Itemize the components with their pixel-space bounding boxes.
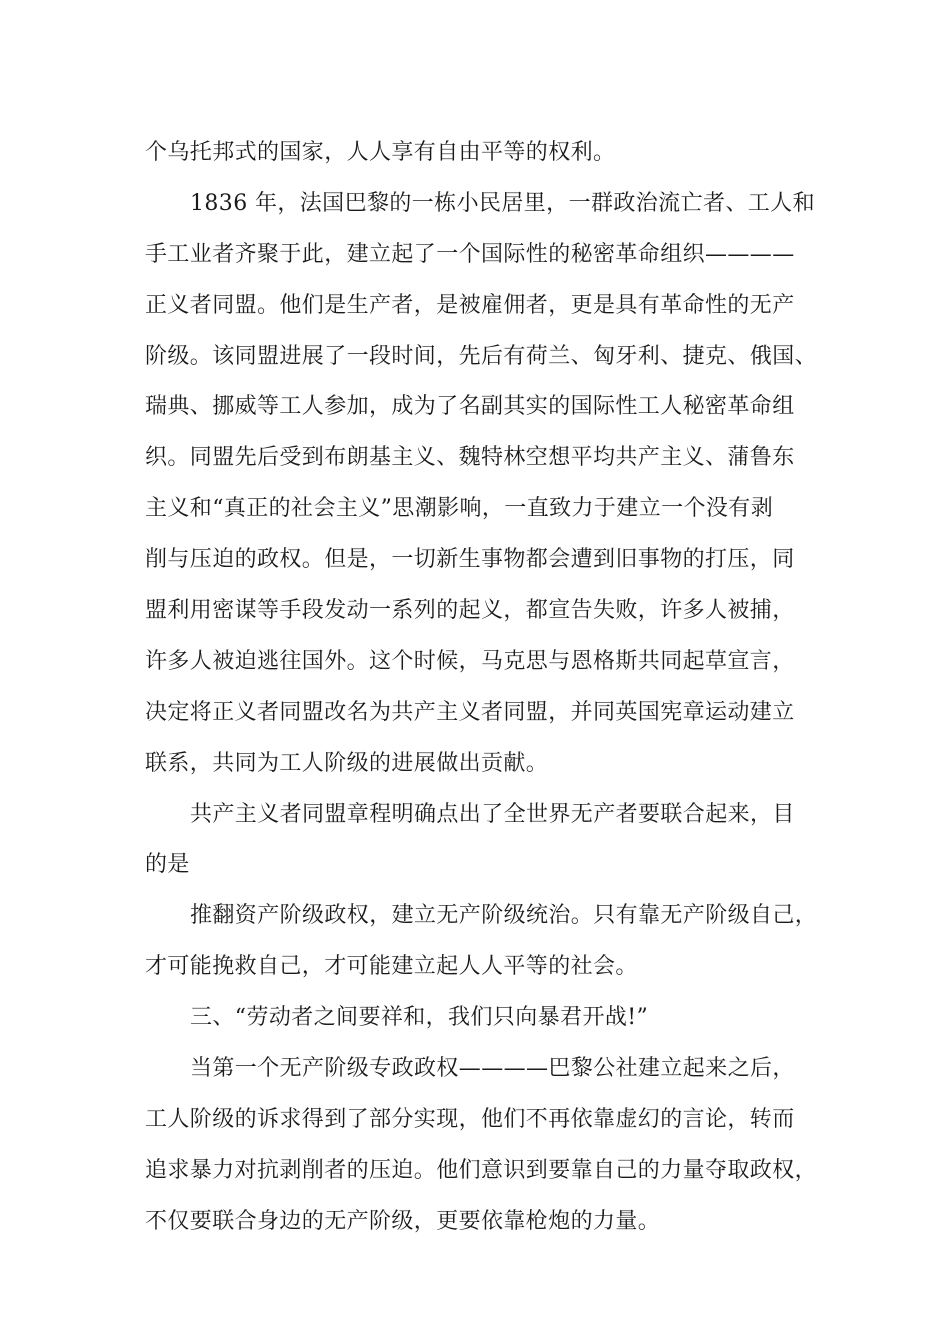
- text-line: 个乌托邦式的国家，人人享有自由平等的权利。: [145, 140, 616, 165]
- text-line: 盟利用密谋等手段发动一系列的起义，都宣告失败，许多人被捕，: [145, 598, 795, 624]
- text-line: 阶级。该同盟进展了一段时间，先后有荷兰、匈牙利、捷克、俄国、: [145, 343, 818, 369]
- text-line: 联系，共同为工人阶级的进展做出贡献。: [145, 750, 549, 776]
- text-line: 共产主义者同盟章程明确点出了全世界无产者要联合起来，目: [190, 801, 795, 827]
- text-line: 主义和“真正的社会主义”思潮影响，一直致力于建立一个没有剥: [145, 496, 774, 522]
- text-line: 不仅要联合身边的无产阶级，更要依靠枪炮的力量。: [145, 1208, 661, 1234]
- text-line: 正义者同盟。他们是生产者，是被雇佣者，更是具有革命性的无产: [145, 292, 795, 318]
- text-line: 1836 年，法国巴黎的一栋小民居里，一群政治流亡者、工人和: [190, 190, 815, 216]
- text-line: 手工业者齐聚于此，建立起了一个国际性的秘密革命组织————: [145, 241, 795, 267]
- text-line: 推翻资产阶级政权，建立无产阶级统治。只有靠无产阶级自己，: [190, 903, 818, 929]
- body-text: [145, 128, 825, 1248]
- text-line: 决定将正义者同盟改名为共产主义者同盟，并同英国宪章运动建立: [145, 699, 795, 725]
- text-line: 的是: [145, 852, 190, 878]
- text-line: 追求暴力对抗剥削者的压迫。他们意识到要靠自己的力量夺取政权，: [145, 1157, 818, 1183]
- text-line: 织。同盟先后受到布朗基主义、魏特林空想平均共产主义、蒲鲁东: [145, 445, 795, 471]
- text-line: 许多人被迫逃往国外。这个时候，马克思与恩格斯共同起草宣言，: [145, 648, 795, 674]
- section-heading: 三、“劳动者之间要祥和，我们只向暴君开战!”: [190, 1005, 649, 1031]
- text-line: 当第一个无产阶级专政政权————巴黎公社建立起来之后，: [190, 1056, 795, 1082]
- text-line: 削与压迫的政权。但是，一切新生事物都会遭到旧事物的打压，同: [145, 547, 795, 573]
- text-line: 瑞典、挪威等工人参加，成为了名副其实的国际性工人秘密革命组: [145, 394, 795, 420]
- text-line: 才可能挽救自己，才可能建立起人人平等的社会。: [145, 954, 638, 980]
- text-line: 工人阶级的诉求得到了部分实现，他们不再依靠虚幻的言论，转而: [145, 1106, 795, 1132]
